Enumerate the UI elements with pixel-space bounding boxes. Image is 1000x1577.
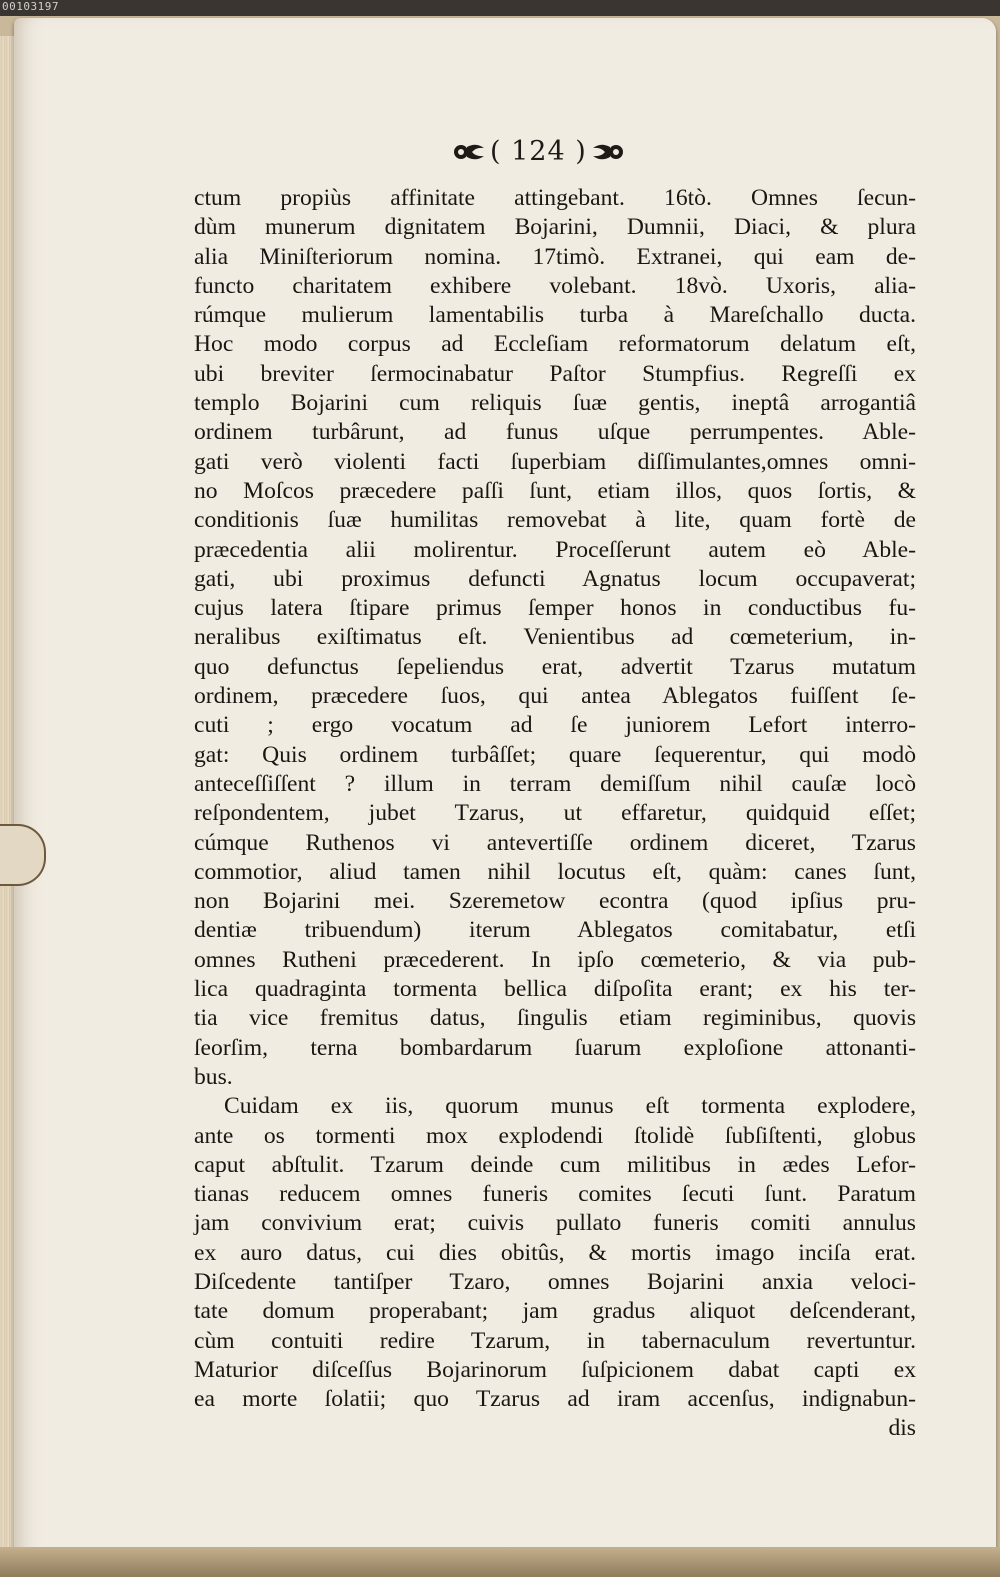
text-line: commotior, aliud tamen nihil locutus eſt, quàm: canes ſunt, [194,858,916,885]
text-line: ubi breviter ſermocinabatur Paſtor Stumpfius. Regreſſi ex [194,360,916,387]
text-line: ordinem turbârunt, ad funus uſque perrumpentes. Able- [194,419,916,446]
paragraph-2 [194,1092,916,1414]
page-number: ( 124 ) [490,136,587,167]
text-line: ctum propiùs affinitate attingebant. 16tò. Omnes ſecun- [194,185,916,211]
text-line: gati, ubi proximus defuncti Agnatus locum occupaverat; [194,565,916,592]
text-line: non Bojarini mei. Szeremetow econtra (quod ipſius pru- [194,888,916,915]
text-line: Hoc modo corpus ad Eccleſiam reformatorum delatum eſt, [194,331,916,358]
text-line: cùm contuiti redire Tzarum, in tabernaculum revertuntur. [194,1327,916,1354]
text-line: bus. [194,1063,233,1090]
text-line: gat: Quis ordinem turbâſſet; quare ſequerentur, qui modò [194,741,916,768]
text-line: anteceſſiſſent ? illum in terram demiſſum nihil cauſæ locò [194,770,916,797]
body-text [194,184,916,1444]
text-line: cujus latera ſtipare primus ſemper honos in conductibus fu- [194,595,916,622]
text-line: ſeorſim, terna bombardarum ſuarum exploſione attonanti- [194,1034,916,1061]
text-line: Maturior diſceſſus Bojarinorum ſuſpicionem dabat capti ex [194,1356,916,1383]
text-line: gati verò violenti facti ſuperbiam diſſimulantes,omnes omni- [194,448,916,475]
text-line: conditionis ſuæ humilitas removebat à lite, quam fortè de [194,507,916,534]
text-line: dùm munerum dignitatem Bojarini, Dumnii, Diaci, & plura [194,214,916,241]
text-line: caput abſtulit. Tzarum deinde cum militibus in ædes Lefor- [194,1151,916,1178]
text-line: rúmque mulierum lamentabilis turba à Mareſchallo ducta. [194,302,916,329]
text-line: præcedentia alii molirentur. Proceſſerunt autem eò Able- [194,536,916,563]
text-line: cúmque Ruthenos vi antevertiſſe ordinem diceret, Tzarus [194,829,916,856]
page-header [452,136,625,167]
text-line: tia vice fremitus datus, ſingulis etiam regiminibus, quovis [194,1005,916,1032]
text-line: functo charitatem exhibere volebant. 18vò. Uxoris, alia- [194,272,916,299]
text-line: alia Miniſteriorum nomina. 17timò. Extranei, qui eam de- [194,243,916,270]
text-line: cuti ; ergo vocatum ad ſe juniorem Lefort interro- [194,712,916,739]
text-line: templo Bojarini cum reliquis ſuæ gentis, ineptâ arrogantiâ [194,390,916,417]
paragraph-1 [194,184,916,1092]
book-bottom-edge [0,1547,1000,1577]
text-line: lica quadraginta tormenta bellica diſpoſita erant; ex his ter- [194,976,916,1003]
text-line: ex auro datus, cui dies obitûs, & mortis imago inciſa erat. [194,1239,916,1266]
text-line: jam convivium erat; cuivis pullato funeris comiti annulus [194,1210,916,1237]
text-line: ordinem, præcedere ſuos, qui antea Ablegatos fuiſſent ſe- [194,683,916,710]
text-line: dentiæ tribuendum) iterum Ablegatos comitabatur, etſi [194,917,916,944]
text-line: quo defunctus ſepeliendus erat, advertit Tzarus mutatum [194,653,916,680]
fleuron-right-icon [591,138,625,166]
scan-id: 00103197 [2,0,59,13]
text-line: ea morte ſolatii; quo Tzarus ad iram accenſus, indignabun- [194,1386,916,1413]
text-line: no Moſcos præcedere paſſi ſunt, etiam illos, quos ſortis, & [194,477,916,504]
text-line: Diſcedente tantiſper Tzaro, omnes Bojarini anxia veloci- [194,1268,916,1295]
text-line: ante os tormenti mox explodendi ſtolidè ſubſiſtenti, globus [194,1122,916,1149]
catchword: dis [888,1415,916,1442]
text-line: reſpondentem, jubet Tzarus, ut effaretur, quidquid eſſet; [194,800,916,827]
text-line: tate domum properabant; jam gradus aliquot deſcenderant, [194,1298,916,1325]
text-line: omnes Rutheni præcederent. In ipſo cœmeterio, & via pub- [194,946,916,973]
fleuron-left-icon [452,138,486,166]
text-line: neralibus exiſtimatus eſt. Venientibus ad cœmeterium, in- [194,624,916,651]
text-line: tianas reducem omnes funeris comites ſecuti ſunt. Paratum [194,1181,916,1208]
text-line: Cuidam ex iis, quorum munus eſt tormenta explodere, [224,1093,916,1120]
